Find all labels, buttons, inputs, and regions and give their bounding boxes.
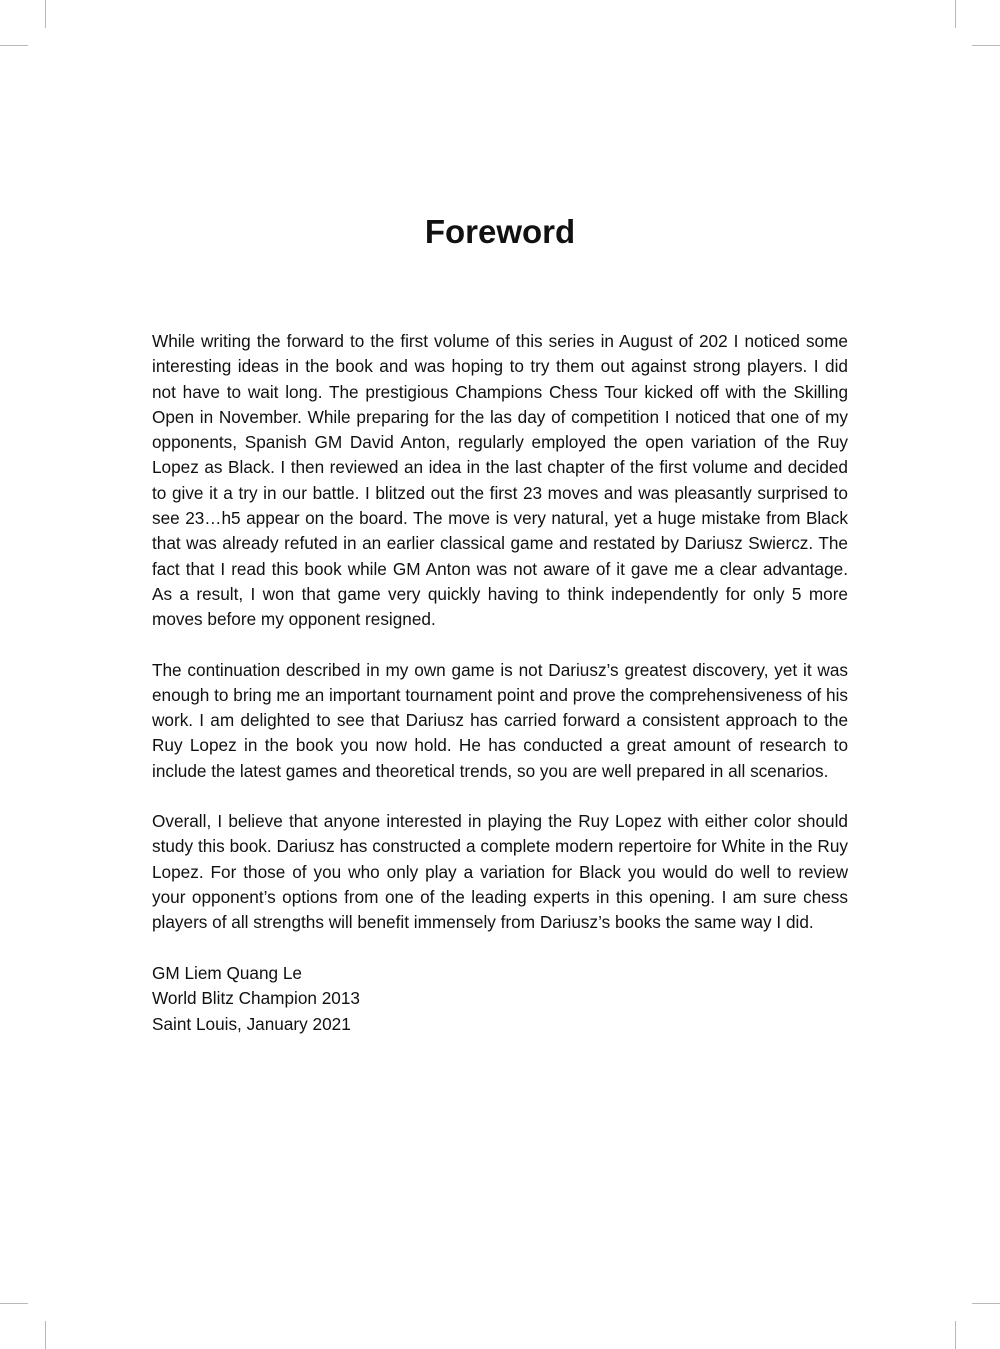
paragraph-2: The continuation described in my own game is not Dariusz’s greatest discovery, yet it was enough to bring me an important tournament point and prove the comprehensiveness of his work. I am delighted to see that Dariusz has carried forward a consistent approach to the Ruy Lopez in the book you now hold. He has conducted a great amount of research to include the latest games and theoretical trends, so you are well prepared in all scenarios.	[152, 659, 848, 781]
crop-mark-top-right-horizontal	[972, 45, 1000, 46]
crop-mark-bottom-right-horizontal	[972, 1303, 1000, 1304]
signature-title: World Blitz Champion 2013	[152, 988, 360, 1009]
foreword-body	[152, 329, 848, 1038]
crop-mark-bottom-right-vertical	[955, 1321, 956, 1349]
signature-block	[152, 961, 848, 1039]
page-title: Foreword	[424, 213, 576, 250]
crop-mark-top-left-vertical	[45, 0, 46, 28]
crop-mark-top-left-horizontal	[0, 45, 28, 46]
crop-mark-bottom-left-horizontal	[0, 1303, 28, 1304]
crop-mark-top-right-vertical	[955, 0, 956, 28]
signature-place-date: Saint Louis, January 2021	[152, 1014, 351, 1035]
paragraph-3: Overall, I believe that anyone interested in playing the Ruy Lopez with either color should study this book. Dariusz has constructed a complete modern repertoire for White in the Ruy Lopez. For those of you who only play a variation for Black you would do well to review your opponent’s options from one of the leading experts in this opening. I am sure chess players of all strengths will benefit immensely from Dariusz’s books the same way I did.	[152, 811, 848, 933]
crop-mark-bottom-left-vertical	[45, 1321, 46, 1349]
paragraph-1: While writing the forward to the first volume of this series in August of 202 I noticed some interesting ideas in the book and was hoping to try them out against strong players. I did not have to wait long. The prestigious Champions Chess Tour kicked off with the Skilling Open in November. While preparing for the las day of competition I noticed that one of my opponents, Spanish GM David Anton, regularly employed the open variation of the Ruy Lopez as Black. I then reviewed an idea in the last chapter of the first volume and decided to give it a try in our battle. I blitzed out the first 23 moves and was pleasantly surprised to see 23…h5 appear on the board. The move is very natural, yet a huge mistake from Black that was already refuted in an earlier classical game and restated by Dariusz Swiercz. The fact that I read this book while GM Anton was not aware of it gave me a clear advantage. As a result, I won that game very quickly having to think independently for only 5 more moves before my opponent resigned.	[152, 331, 848, 630]
signature-name: GM Liem Quang Le	[152, 962, 302, 983]
